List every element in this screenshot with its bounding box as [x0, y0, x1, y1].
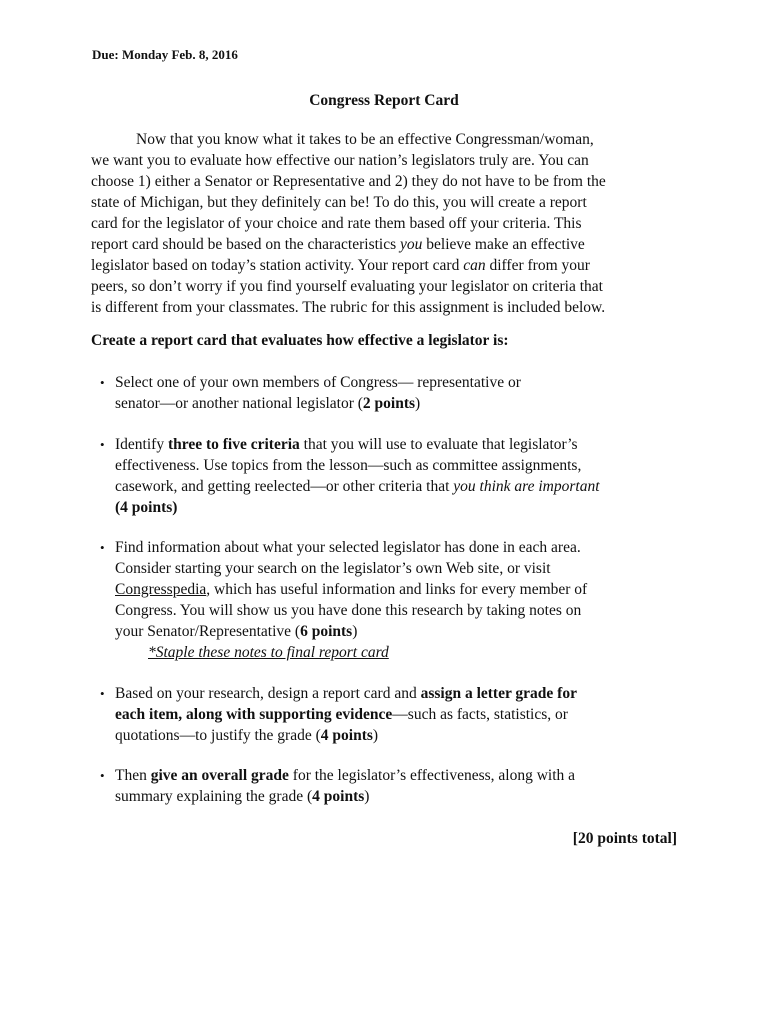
rubric-bold-text: three to five criteria: [167, 436, 300, 453]
task-heading: Create a report card that evaluates how effective a legislator is:: [91, 332, 509, 349]
intro-text: legislator based on today’s station activity. Your report card: [91, 257, 464, 274]
rubric-line: [115, 786, 575, 807]
points-label: (4 points): [115, 499, 178, 516]
rubric-text: —such as facts, statistics, or: [392, 706, 568, 723]
intro-line: Now that you know what it takes to be an effective Congressman/woman,: [136, 131, 594, 148]
rubric-text: casework, and getting reelected—or other criteria that: [115, 478, 454, 495]
rubric-bold-text: assign a letter grade for: [420, 685, 577, 702]
due-date: Due: Monday Feb. 8, 2016: [92, 47, 238, 62]
emphasis-can: can: [463, 257, 486, 274]
rubric-line: [115, 725, 577, 746]
rubric-text: , which has useful information and links for every member of: [206, 581, 588, 598]
rubric-text: Identify: [115, 436, 168, 453]
rubric-bold-text: each item, along with supporting evidence: [115, 706, 393, 723]
rubric-line: [115, 497, 600, 518]
intro-line: card for the legislator of your choice and rate them based off your criteria. This: [91, 215, 582, 232]
points-label: 4 points: [312, 788, 365, 805]
intro-line: we want you to evaluate how effective our nation’s legislators truly are. You can: [91, 152, 589, 169]
intro-line: state of Michigan, but they definitely can be! To do this, you will create a report: [91, 194, 587, 211]
points-total: [20 points total]: [572, 830, 677, 847]
intro-text: report card should be based on the characteristics: [91, 236, 401, 253]
rubric-text: ): [352, 623, 358, 640]
rubric-text: for the legislator’s effectiveness, along with a: [288, 767, 576, 784]
rubric-line: [115, 393, 521, 414]
rubric-line: [115, 704, 577, 725]
rubric-text: Then: [115, 767, 151, 784]
rubric-line: [115, 476, 600, 497]
bullet-icon: •: [100, 375, 105, 390]
rubric-text: your Senator/Representative (: [115, 623, 301, 640]
rubric-line: Select one of your own members of Congress— representative or: [115, 374, 521, 391]
rubric-bold-text: give an overall grade: [150, 767, 289, 784]
intro-line: [91, 255, 691, 276]
intro-line: choose 1) either a Senator or Representative and 2) they do not have to be from the: [91, 173, 606, 190]
intro-line: [91, 234, 691, 255]
rubric-text: Based on your research, design a report card and: [115, 685, 421, 702]
points-label: 2 points: [362, 395, 416, 412]
bullet-icon: •: [100, 768, 105, 783]
rubric-line: [115, 642, 587, 663]
intro-line: is different from your classmates. The rubric for this assignment is included below.: [91, 299, 606, 316]
points-label: 6 points: [300, 623, 353, 640]
rubric-line: [115, 579, 587, 600]
rubric-line: [115, 765, 575, 786]
rubric-text: ): [415, 395, 421, 412]
rubric-line: Find information about what your selected legislator has done in each area.: [115, 539, 581, 556]
rubric-line: Consider starting your search on the legislator’s own Web site, or visit: [115, 560, 551, 577]
bullet-icon: •: [100, 686, 105, 701]
bullet-icon: •: [100, 540, 105, 555]
rubric-line: [115, 434, 600, 455]
rubric-text: that you will use to evaluate that legislator’s: [299, 436, 578, 453]
rubric-text: summary explaining the grade (: [115, 788, 313, 805]
intro-text: differ from your: [485, 257, 590, 274]
intro-paragraph: [91, 129, 691, 318]
rubric-line: effectiveness. Use topics from the lesson—such as committee assignments,: [115, 457, 582, 474]
intro-line: peers, so don’t worry if you find yourself evaluating your legislator on criteria that: [91, 278, 603, 295]
bullet-icon: •: [100, 437, 105, 452]
rubric-line: Congress. You will show us you have done this research by taking notes on: [115, 602, 582, 619]
rubric-text: ): [372, 727, 379, 744]
page-title: Congress Report Card: [309, 92, 459, 109]
rubric-text: quotations—to justify the grade (: [115, 727, 321, 744]
rubric-line: [115, 683, 577, 704]
intro-text: believe make an effective: [422, 236, 585, 253]
points-label: 4 points: [320, 727, 373, 744]
congresspedia-link[interactable]: Congresspedia: [115, 581, 207, 598]
rubric-line: [115, 621, 587, 642]
rubric-text: senator—or another national legislator (: [115, 395, 363, 412]
emphasis-you: you: [400, 236, 423, 253]
rubric-text: ): [364, 788, 370, 805]
staple-note: *Staple these notes to final report card: [148, 644, 389, 661]
rubric-italic-text: you think are important: [453, 478, 600, 495]
